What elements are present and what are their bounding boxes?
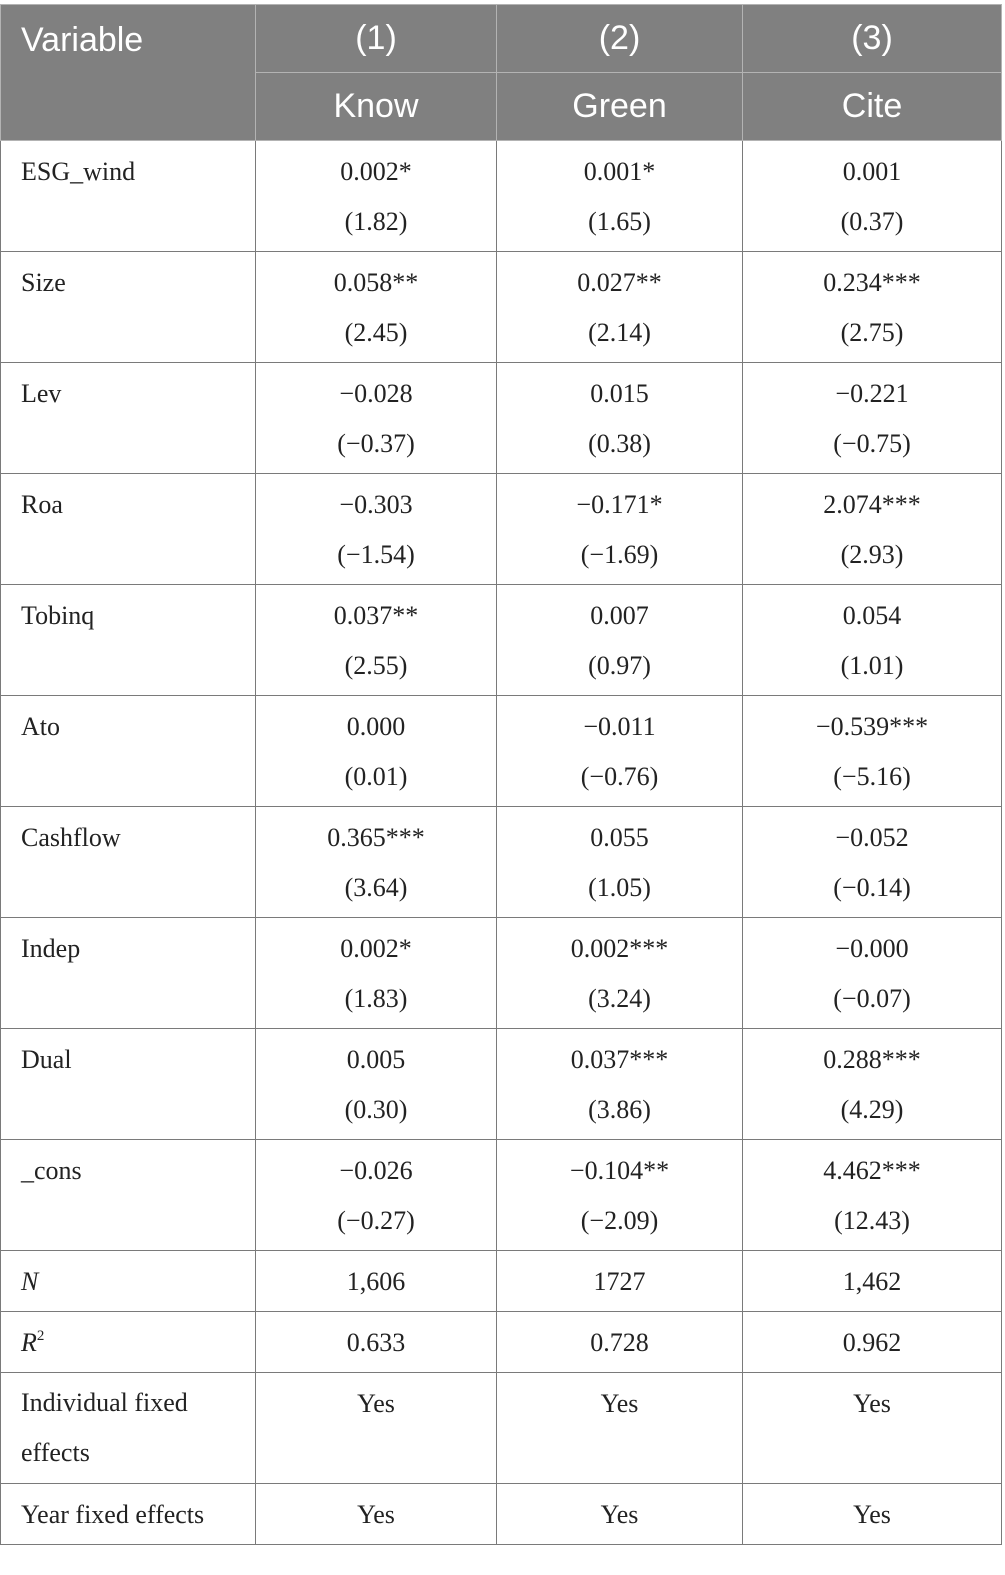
row-label: Size (1, 252, 256, 363)
r-squared-row (1, 1312, 1002, 1373)
cell: −0.028 (−0.37) (256, 363, 497, 474)
cell: 0.037*** (3.86) (497, 1029, 743, 1140)
cell: −0.026 (−0.27) (256, 1140, 497, 1251)
table-row (1, 474, 1002, 585)
table-header (1, 5, 1002, 141)
cell: 0.002* (1.82) (256, 141, 497, 252)
row-label-year-fe: Year fixed effects (1, 1484, 256, 1545)
row-label: Ato (1, 696, 256, 807)
cell: 0.027** (2.14) (497, 252, 743, 363)
col1-name-header: Know (256, 73, 497, 141)
row-label-r2: $R^2$ (1, 1312, 256, 1373)
col1-number-header: (1) (256, 5, 497, 73)
cell: −0.104** (−2.09) (497, 1140, 743, 1251)
table-row (1, 1029, 1002, 1140)
cell: 0.365*** (3.64) (256, 807, 497, 918)
row-label-n: N (1, 1251, 256, 1312)
cell: 0.001 (0.37) (743, 141, 1002, 252)
row-label: Indep (1, 918, 256, 1029)
table-row (1, 696, 1002, 807)
cell: −0.011 (−0.76) (497, 696, 743, 807)
cell: −0.171* (−1.69) (497, 474, 743, 585)
row-label: _cons (1, 1140, 256, 1251)
cell: 0.037** (2.55) (256, 585, 497, 696)
regression-table (0, 4, 1002, 1545)
cell: −0.303 (−1.54) (256, 474, 497, 585)
table-row (1, 585, 1002, 696)
cell: 0.055 (1.05) (497, 807, 743, 918)
cell: 1727 (497, 1251, 743, 1312)
col2-number-header: (2) (497, 5, 743, 73)
table-row (1, 141, 1002, 252)
cell: 0.002*** (3.24) (497, 918, 743, 1029)
header-row-numbers (1, 5, 1002, 73)
table-row (1, 1140, 1002, 1251)
year-fixed-effects-row (1, 1484, 1002, 1545)
cell: 0.002* (1.83) (256, 918, 497, 1029)
col3-name-header: Cite (743, 73, 1002, 141)
cell: 0.054 (1.01) (743, 585, 1002, 696)
cell: Yes (743, 1373, 1002, 1484)
observations-row (1, 1251, 1002, 1312)
cell: 0.234*** (2.75) (743, 252, 1002, 363)
cell: 0.000 (0.01) (256, 696, 497, 807)
cell: Yes (743, 1484, 1002, 1545)
row-label: Dual (1, 1029, 256, 1140)
table-body (1, 141, 1002, 1545)
row-label: Tobinq (1, 585, 256, 696)
cell: 0.005 (0.30) (256, 1029, 497, 1140)
cell: 0.288*** (4.29) (743, 1029, 1002, 1140)
cell: 2.074*** (2.93) (743, 474, 1002, 585)
cell: 4.462*** (12.43) (743, 1140, 1002, 1251)
cell: 1,606 (256, 1251, 497, 1312)
cell: 0.001* (1.65) (497, 141, 743, 252)
row-label: Lev (1, 363, 256, 474)
cell: 0.962 (743, 1312, 1002, 1373)
cell: Yes (256, 1484, 497, 1545)
cell: −0.221 (−0.75) (743, 363, 1002, 474)
cell: 0.007 (0.97) (497, 585, 743, 696)
table-row (1, 363, 1002, 474)
col3-number-header: (3) (743, 5, 1002, 73)
variable-header: Variable (1, 5, 256, 141)
row-label: Cashflow (1, 807, 256, 918)
cell: 0.633 (256, 1312, 497, 1373)
cell: −0.539*** (−5.16) (743, 696, 1002, 807)
cell: −0.000 (−0.07) (743, 918, 1002, 1029)
cell: 0.728 (497, 1312, 743, 1373)
individual-fixed-effects-row (1, 1373, 1002, 1484)
regression-table-container (0, 4, 1001, 1545)
row-label: Roa (1, 474, 256, 585)
cell: 0.058** (2.45) (256, 252, 497, 363)
cell: 0.015 (0.38) (497, 363, 743, 474)
row-label-individual-fe: Individual fixed effects (1, 1373, 256, 1484)
cell: Yes (256, 1373, 497, 1484)
table-row (1, 252, 1002, 363)
row-label: ESG_wind (1, 141, 256, 252)
col2-name-header: Green (497, 73, 743, 141)
cell: −0.052 (−0.14) (743, 807, 1002, 918)
table-row (1, 918, 1002, 1029)
table-row (1, 807, 1002, 918)
cell: Yes (497, 1484, 743, 1545)
cell: 1,462 (743, 1251, 1002, 1312)
cell: Yes (497, 1373, 743, 1484)
